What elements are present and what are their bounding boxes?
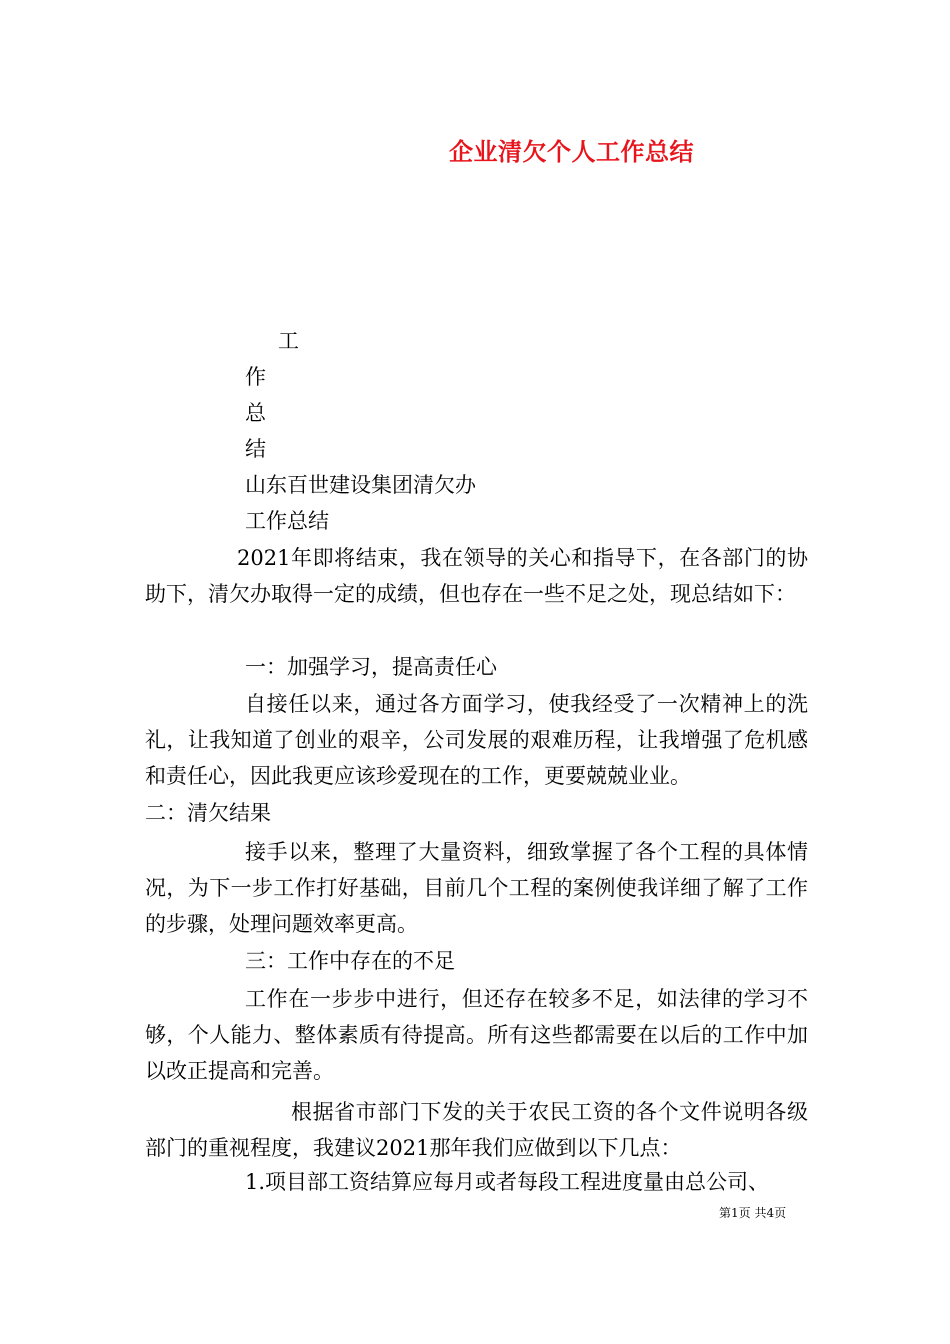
section1-heading: 一：加强学习，提高责任心	[245, 655, 497, 679]
page-footer: 第1页 共4页	[719, 1206, 787, 1220]
organization-name: 山东百世建设集团清欠办	[245, 473, 476, 497]
cover-line: 作	[245, 365, 266, 389]
document-title: 企业清欠个人工作总结	[449, 137, 694, 166]
section2-heading: 二：清欠结果	[145, 801, 271, 825]
cover-line: 结	[245, 437, 266, 461]
subtitle: 工作总结	[245, 509, 329, 533]
section2-body: 接手以来，整理了大量资料，细致掌握了各个工程的具体情况，为下一步工作打好基础，目前几个工程的案例使我详细了解了工作的步骤，处理问题效率更高。	[145, 840, 808, 936]
section1-body: 自接任以来，通过各方面学习，使我经受了一次精神上的洗礼，让我知道了创业的艰辛，公司发展的艰难历程，让我增强了危机感和责任心，因此我更应该珍爱现在的工作，更要兢兢业业。	[145, 692, 808, 788]
cover-line: 工	[278, 329, 299, 353]
cover-line: 总	[245, 401, 266, 425]
suggestion-item-1: 1.项目部工资结算应每月或者每段工程进度量由总公司、	[245, 1170, 770, 1194]
section3-heading: 三：工作中存在的不足	[245, 949, 455, 973]
section3-body: 工作在一步步中进行，但还存在较多不足，如法律的学习不够，个人能力、整体素质有待提高。所有这些都需要在以后的工作中加以改正提高和完善。	[145, 987, 808, 1083]
intro-paragraph: 2021年即将结束，我在领导的关心和指导下，在各部门的协助下，清欠办取得一定的成绩，但也存在一些不足之处，现总结如下：	[145, 546, 808, 606]
suggestion-intro: 根据省市部门下发的关于农民工资的各个文件说明各级部门的重视程度，我建议2021那年我们应做到以下几点：	[145, 1100, 808, 1160]
